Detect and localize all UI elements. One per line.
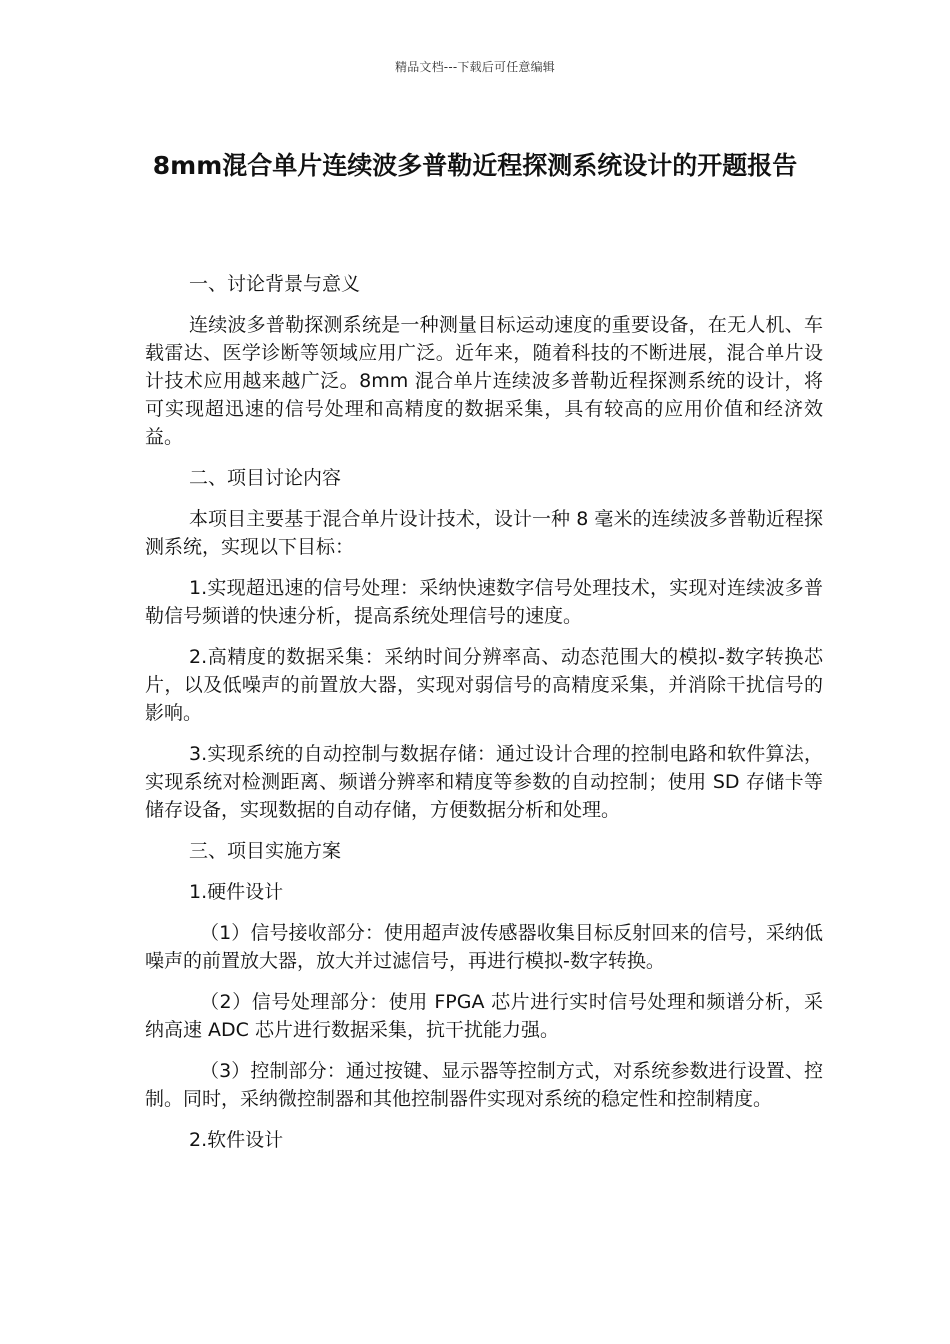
subheading-software-design: 2.软件设计: [189, 1129, 284, 1151]
paragraph-research-intro: 本项目主要基于混合单片设计技术，设计一种 8 毫米的连续波多普勒近程探测系统，实现以下目标：: [145, 508, 823, 558]
paragraph-background: 连续波多普勒探测系统是一种测量目标运动速度的重要设备，在无人机、车载雷达、医学诊断等领域应用广泛。近年来，随着科技的不断进展，混合单片设计技术应用越来越广泛。8mm 混合单片连续波多普勒近程探测系统的设计，将可实现超迅速的信号处理和高精度的数据采集，具有较高的应用价值和经济效益。: [145, 314, 823, 448]
hardware-item-control: （3）控制部分：通过按键、显示器等控制方式，对系统参数进行设置、控制。同时，采纳微控制器和其他控制器件实现对系统的稳定性和控制精度。: [145, 1060, 823, 1110]
section-heading-background: 一、讨论背景与意义: [189, 273, 361, 295]
document-title: 8mm混合单片连续波多普勒近程探测系统设计的开题报告: [152, 151, 798, 180]
section-heading-implementation: 三、项目实施方案: [189, 840, 342, 862]
hardware-item-processor: （2）信号处理部分：使用 FPGA 芯片进行实时信号处理和频谱分析，采纳高速 ADC 芯片进行数据采集，抗干扰能力强。: [145, 991, 823, 1041]
hardware-item-receiver: （1）信号接收部分：使用超声波传感器收集目标反射回来的信号，采纳低噪声的前置放大器，放大并过滤信号，再进行模拟-数字转换。: [145, 922, 823, 972]
list-item-signal-processing: 1.实现超迅速的信号处理：采纳快速数字信号处理技术，实现对连续波多普勒信号频谱的快速分析，提高系统处理信号的速度。: [145, 577, 823, 627]
document-body: [145, 270, 823, 1167]
header-note: 精品文档---下载后可任意编辑: [395, 60, 555, 74]
list-item-data-acquisition: 2.高精度的数据采集：采纳时间分辨率高、动态范围大的模拟-数字转换芯片，以及低噪声的前置放大器，实现对弱信号的高精度采集，并消除干扰信号的影响。: [145, 646, 823, 724]
section-heading-research-content: 二、项目讨论内容: [189, 467, 342, 489]
subheading-hardware-design: 1.硬件设计: [189, 881, 284, 903]
list-item-control-storage: 3.实现系统的自动控制与数据存储：通过设计合理的控制电路和软件算法，实现系统对检测距离、频谱分辨率和精度等参数的自动控制；使用 SD 存储卡等储存设备，实现数据的自动存储，方便数据分析和处理。: [145, 743, 823, 821]
